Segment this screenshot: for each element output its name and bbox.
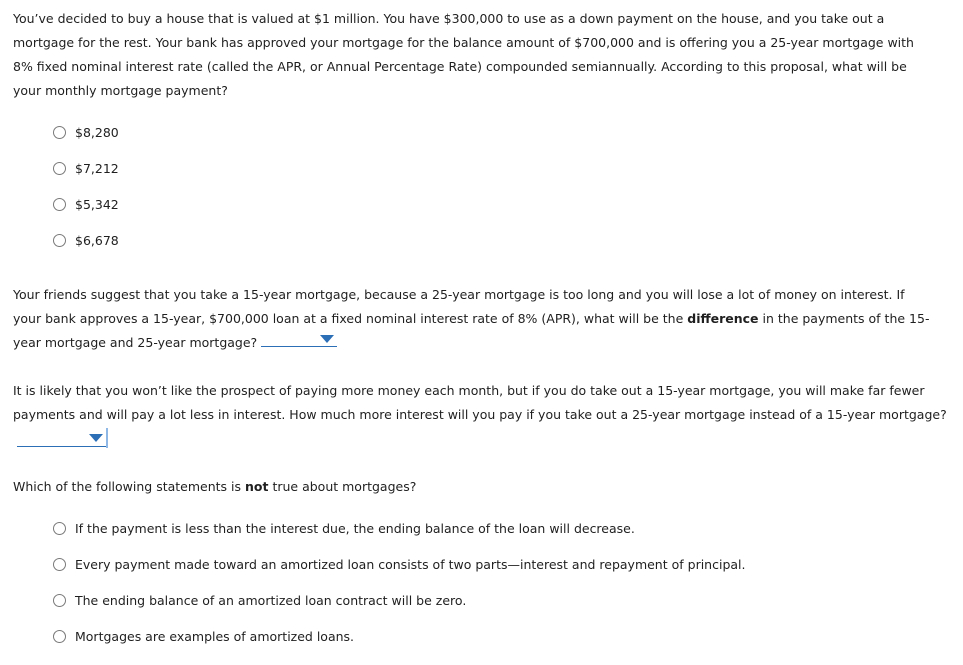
- question-1-options: [53, 114, 119, 258]
- question-2-text: [13, 283, 933, 355]
- option-label[interactable]: $7,212: [75, 160, 119, 176]
- question-3-text: It is likely that you won’t like the prospect of paying more money each month, but if you do take out a 15-year mortgage, you will make far fewer payments and will pay a lot less in interest. How much more interest will you pay if you take out a 25-year mortgage instead of a 15-year mortgage?: [13, 383, 947, 422]
- question-4-emphasis: not: [245, 479, 269, 494]
- option-row[interactable]: [53, 546, 745, 582]
- question-4-text-after: true about mortgages?: [268, 479, 417, 494]
- option-row[interactable]: [53, 150, 119, 186]
- option-label[interactable]: $8,280: [75, 124, 119, 140]
- question-4-text-before: Which of the following statements is: [13, 479, 246, 494]
- option-row[interactable]: [53, 186, 119, 222]
- difference-dropdown[interactable]: [261, 333, 337, 347]
- dropdown-arrow-icon[interactable]: [89, 434, 103, 442]
- option-label[interactable]: Mortgages are examples of amortized loans.: [75, 628, 355, 644]
- question-4-options: [53, 510, 745, 654]
- extra-interest-dropdown[interactable]: [17, 430, 106, 447]
- option-label[interactable]: $5,342: [75, 196, 119, 212]
- option-label[interactable]: $6,678: [75, 232, 119, 248]
- option-label[interactable]: Every payment made toward an amortized loan consists of two parts—interest and repayment of principal.: [75, 556, 746, 572]
- radio-button[interactable]: [53, 198, 66, 211]
- option-label[interactable]: If the payment is less than the interest due, the ending balance of the loan will decrease.: [75, 520, 635, 536]
- radio-button[interactable]: [53, 630, 66, 643]
- radio-button[interactable]: [53, 126, 66, 139]
- radio-button[interactable]: [53, 162, 66, 175]
- question-1-text: You’ve decided to buy a house that is valued at $1 million. You have $300,000 to use as a down payment on the house, and you take out a mortgage for the rest. Your bank has approved your mortgage for the balance amount of $700,000 and is offering you a 25-year mortgage with 8% fixed nominal interest rate (called the APR, or Annual Percentage Rate) compounded semiannually. According to this proposal, what will be your monthly mortgage payment?: [13, 11, 914, 98]
- dropdown-arrow-icon[interactable]: [320, 335, 334, 343]
- option-label[interactable]: The ending balance of an amortized loan contract will be zero.: [75, 592, 467, 608]
- option-row[interactable]: [53, 510, 745, 546]
- radio-button[interactable]: [53, 558, 66, 571]
- option-row[interactable]: [53, 582, 745, 618]
- option-row[interactable]: [53, 222, 119, 258]
- question-4-text: [13, 475, 933, 499]
- question-2-text-after: in the payments of the 15-year mortgage and 25-year mortgage?: [13, 311, 930, 350]
- radio-button[interactable]: [53, 234, 66, 247]
- question-2-text-before: Your friends suggest that you take a 15-year mortgage, because a 25-year mortgage is too long and you will lose a lot of money on interest. If your bank approves a 15-year, $700,000 loan at a fixed nominal interest rate of 8% (APR), what will be the: [13, 287, 905, 326]
- question-2-emphasis: difference: [687, 311, 759, 326]
- radio-button[interactable]: [53, 594, 66, 607]
- option-row[interactable]: [53, 114, 119, 150]
- radio-button[interactable]: [53, 522, 66, 535]
- option-row[interactable]: [53, 618, 745, 654]
- text-cursor-indicator: [106, 428, 108, 448]
